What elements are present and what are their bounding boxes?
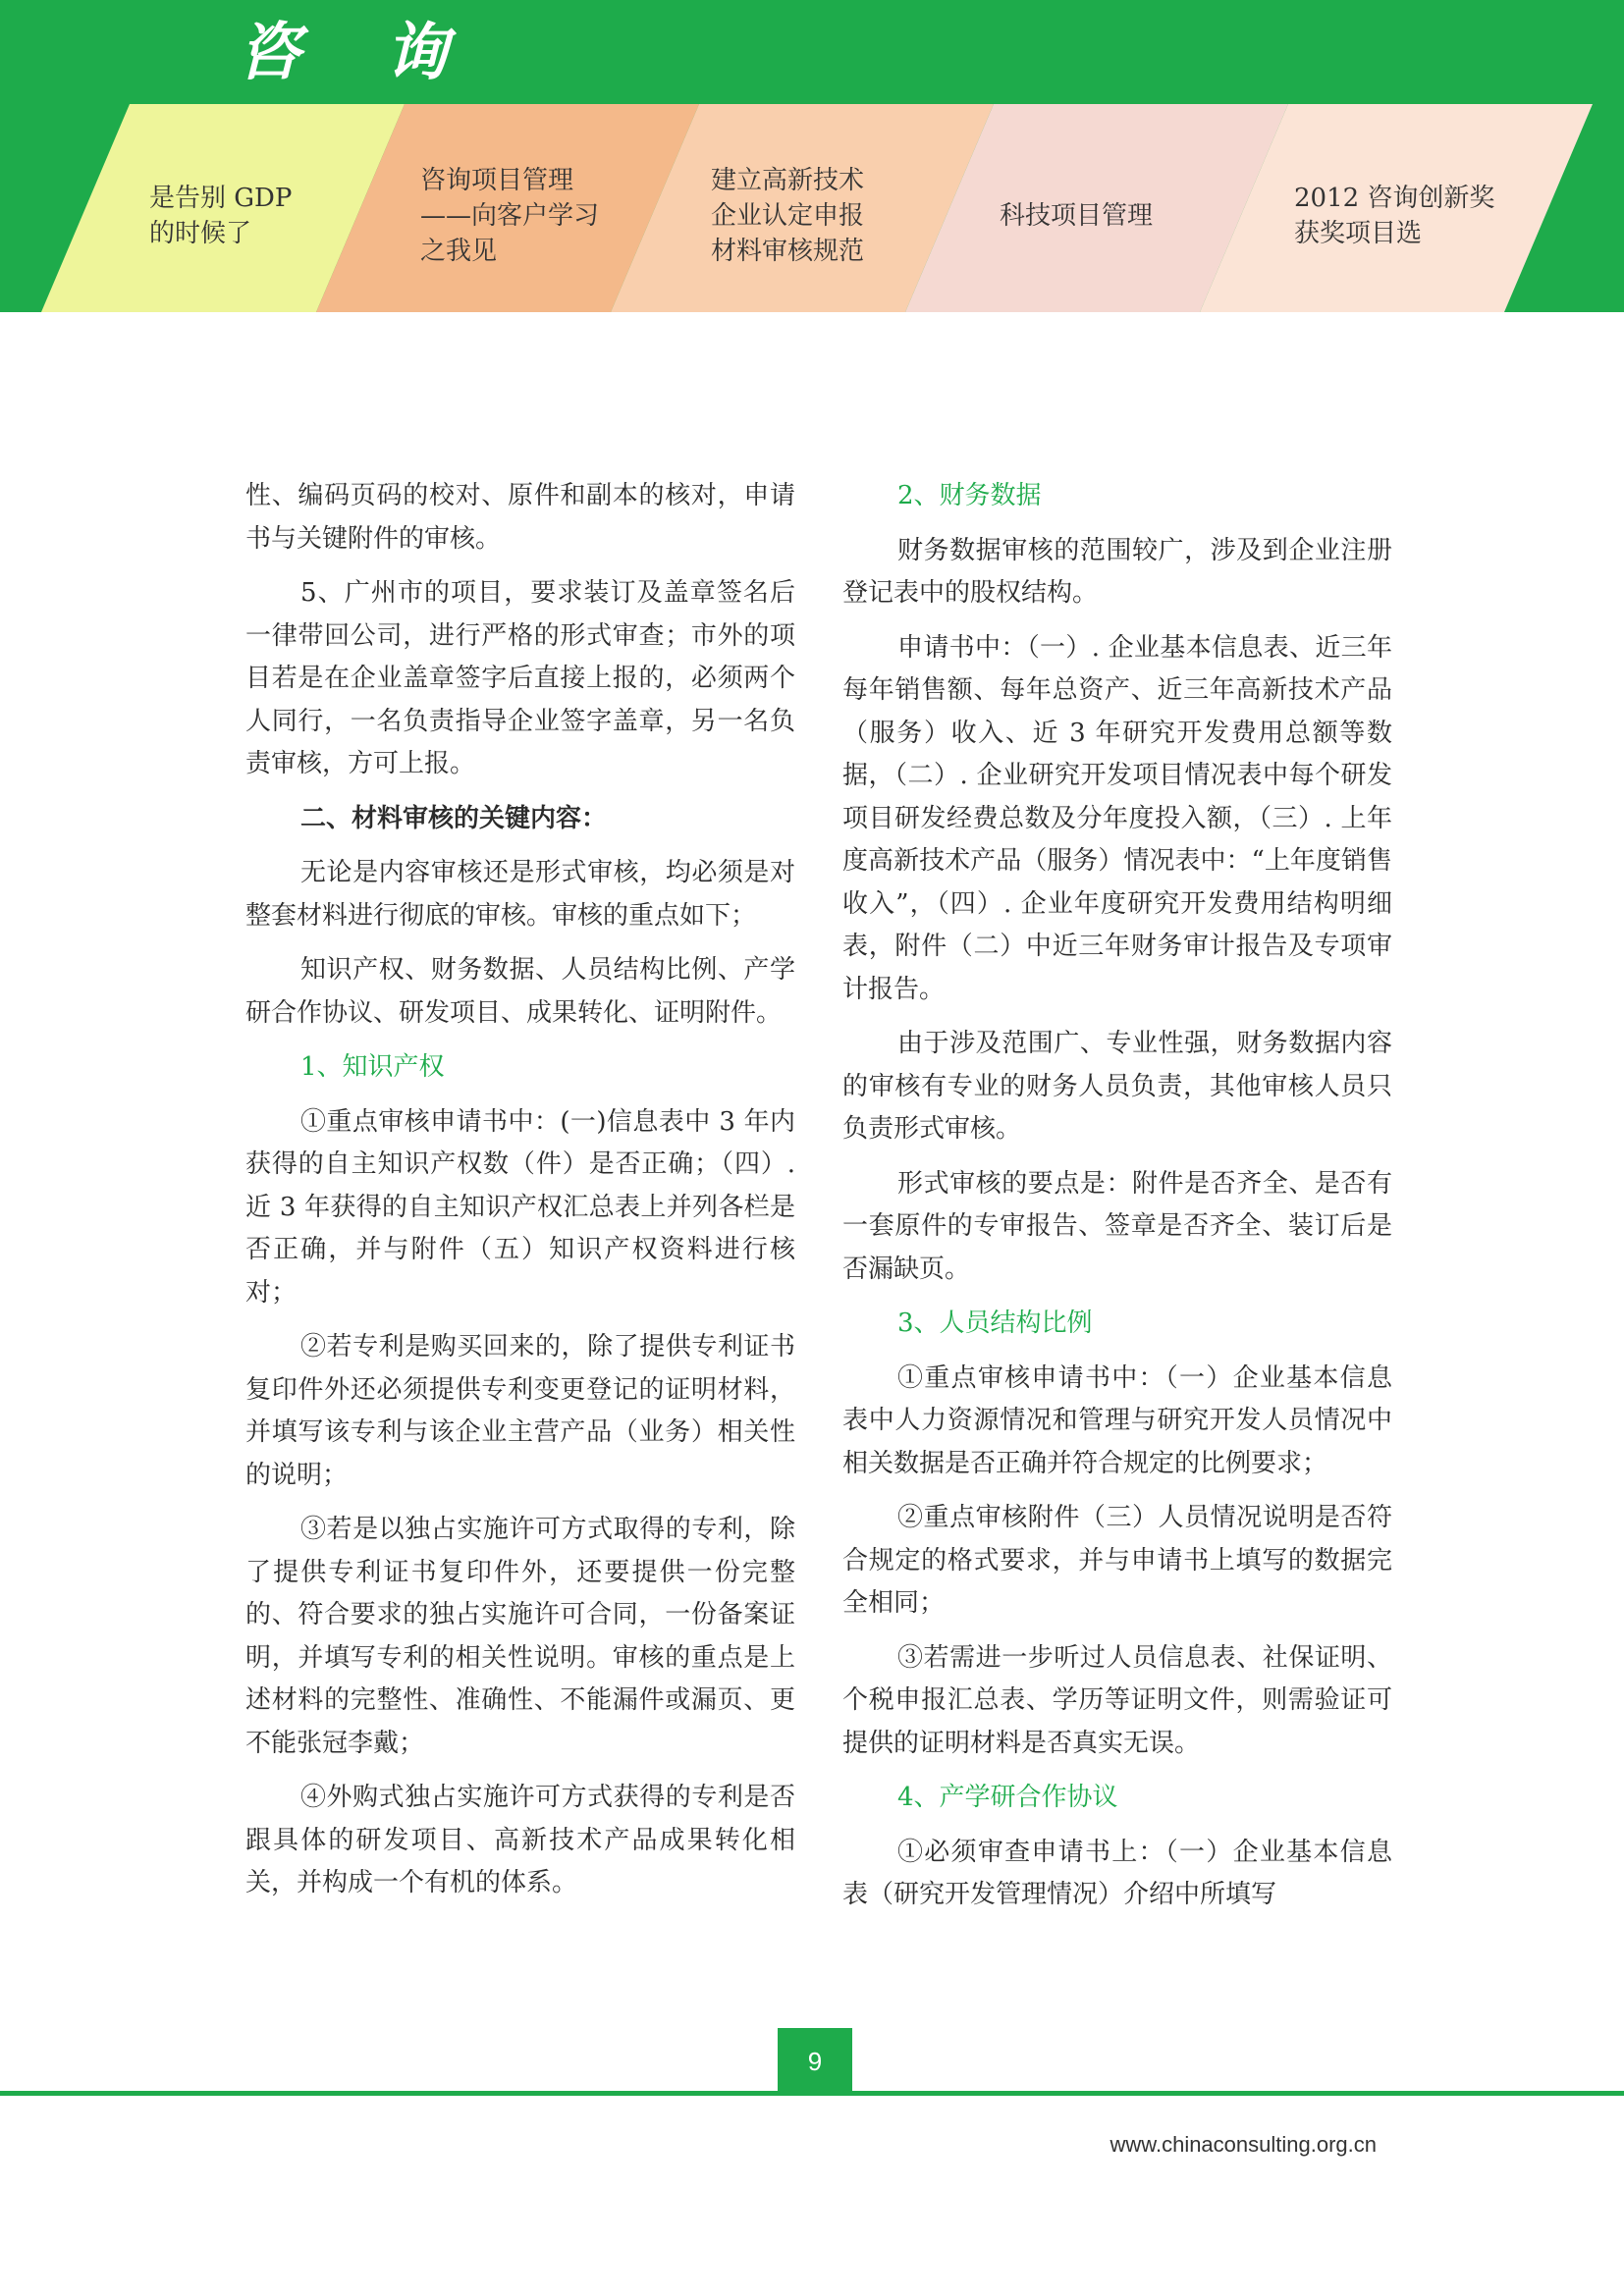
subsection-heading: 3、人员结构比例	[897, 1308, 1093, 1338]
paragraph: ③若是以独占实施许可方式取得的专利，除了提供专利证书复印件外，还要提供一份完整的、符合要求的独占实施许可合同，一份备案证明，并填写专利的相关性说明。审核的重点是上述材料的完整性、准确性、不能漏件或漏页、更不能张冠李戴；	[245, 1515, 795, 1758]
paragraph: 形式审核的要点是：附件是否齐全、是否有一套原件的专审报告、签章是否齐全、装订后是否漏缺页。	[842, 1168, 1392, 1284]
right-column	[842, 475, 1392, 1929]
paragraph: 财务数据审核的范围较广，涉及到企业注册登记表中的股权结构。	[842, 535, 1392, 608]
paragraph: ②若专利是购买回来的，除了提供专利证书复印件外还必须提供专利变更登记的证明材料，并填写该专利与该企业主营产品（业务）相关性的说明；	[245, 1332, 795, 1490]
page-number: 9	[778, 2028, 852, 2095]
section-heading: 二、材料审核的关键内容：	[300, 803, 608, 833]
paragraph: 知识产权、财务数据、人员结构比例、产学研合作协议、研发项目、成果转化、证明附件。	[245, 955, 795, 1028]
paragraph: ③若需进一步听过人员信息表、社保证明、个税申报汇总表、学历等证明文件，则需验证可提供的证明材料是否真实无误。	[842, 1642, 1392, 1758]
paragraph: ①必须审查申请书上：（一）企业基本信息表（研究开发管理情况）介绍中所填写	[842, 1837, 1392, 1909]
subsection-heading: 4、产学研合作协议	[897, 1783, 1118, 1812]
paragraph: 性、编码页码的校对、原件和副本的核对，申请书与关键附件的审核。	[245, 481, 795, 554]
paragraph: 由于涉及范围广、专业性强，财务数据内容的审核有专业的财务人员负责，其他审核人员只负责形式审核。	[842, 1029, 1392, 1144]
tab-5-label: 2012 咨询创新奖 获奖项目选	[1294, 184, 1495, 248]
paragraph: ①重点审核申请书中：（一）企业基本信息表中人力资源情况和管理与研究开发人员情况中相关数据是否正确并符合规定的比例要求；	[842, 1362, 1392, 1478]
tab-4-label: 科技项目管理	[1000, 201, 1154, 231]
paragraph: 5、广州市的项目，要求装订及盖章签名后一律带回公司，进行严格的形式审查；市外的项目若是在企业盖章签字后直接上报的，必须两个人同行，一名负责指导企业签字盖章，另一名负责审核，方可上报。	[245, 578, 795, 778]
paragraph: ①重点审核申请书中：(一)信息表中 3 年内获得的自主知识产权数（件）是否正确；（四）. 近 3 年获得的自主知识产权汇总表上并列各栏是否正确，并与附件（五）知识产权资料进行核对；	[245, 1106, 795, 1308]
paragraph: ②重点审核附件（三）人员情况说明是否符合规定的格式要求，并与申请书上填写的数据完全相同；	[842, 1503, 1392, 1618]
footer-url[interactable]: www.chinaconsulting.org.cn	[1110, 2132, 1377, 2157]
tab-2[interactable]	[420, 157, 656, 275]
paragraph: ④外购式独占实施许可方式获得的专利是否跟具体的研发项目、高新技术产品成果转化相关，并构成一个有机的体系。	[245, 1783, 795, 1897]
tab-1-label: 是告别 GDP 的时候了	[149, 184, 293, 248]
left-column	[245, 475, 795, 1917]
tab-1[interactable]	[149, 157, 346, 275]
tab-3[interactable]	[711, 157, 947, 275]
tab-3-label: 建立高新技术 企业认定申报 材料审核规范	[711, 166, 865, 266]
paragraph: 无论是内容审核还是形式审核，均必须是对整套材料进行彻底的审核。审核的重点如下；	[245, 858, 795, 931]
paragraph: 申请书中：（一）. 企业基本信息表、近三年每年销售额、每年总资产、近三年高新技术产品（服务）收入、近 3 年研究开发费用总额等数据，（二）. 企业研究开发项目情况表中每个研发项目研发经费总数及分年度投入额，（三）. 上年度高新技术产品（服务）情况表中：“上年度销售收入”，（四）. 企业年度研究开发费用结构明细表，附件（二）中近三年财务审计报告及专项审计报告。	[842, 632, 1392, 1004]
magazine-logo: 咨询	[238, 16, 532, 89]
tab-4[interactable]	[1000, 157, 1235, 275]
subsection-heading: 1、知识产权	[300, 1052, 445, 1082]
subsection-heading: 2、财务数据	[897, 481, 1042, 510]
tab-2-label: 咨询项目管理 ——向客户学习 之我见	[420, 166, 600, 266]
tab-5[interactable]	[1294, 157, 1549, 275]
